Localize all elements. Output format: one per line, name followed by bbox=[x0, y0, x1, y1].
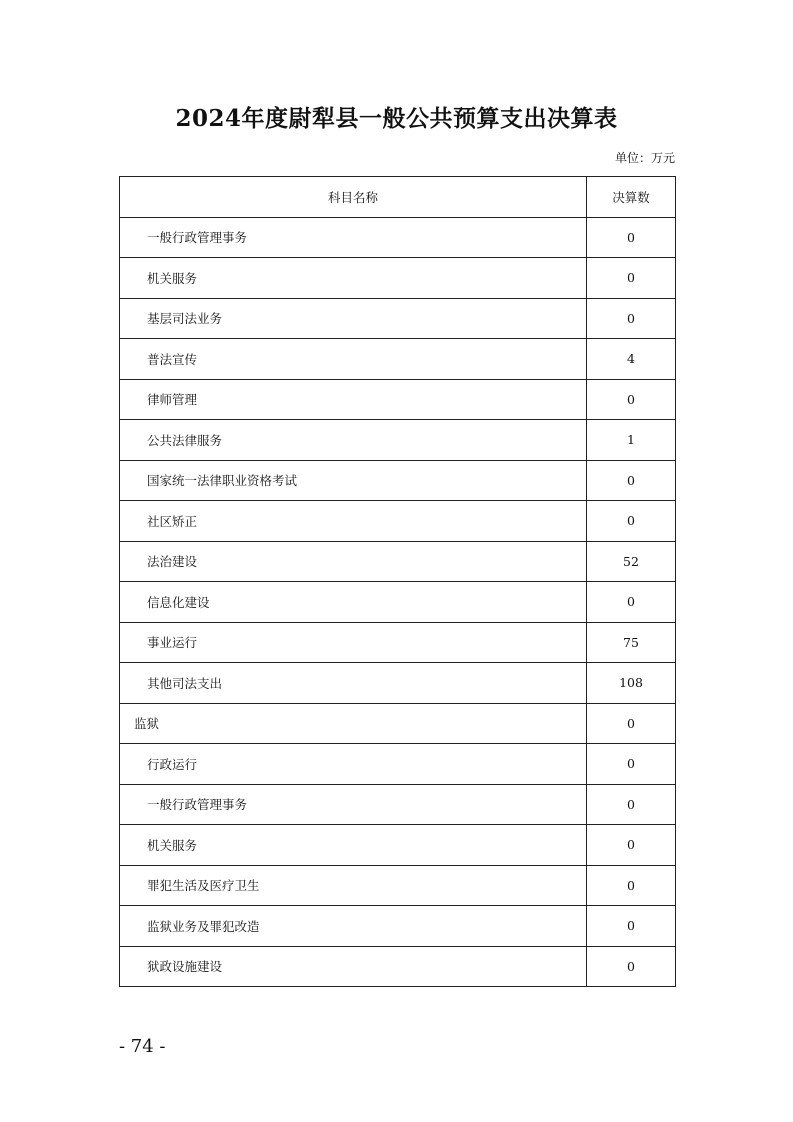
table-row bbox=[120, 339, 676, 380]
amount-cell: 0 bbox=[587, 460, 676, 501]
table-row bbox=[120, 460, 676, 501]
amount-cell: 75 bbox=[587, 622, 676, 663]
amount-cell: 0 bbox=[587, 258, 676, 299]
table-row bbox=[120, 744, 676, 785]
unit-label: 单位：万元 bbox=[614, 151, 675, 165]
subject-name-cell: 机关服务 bbox=[120, 258, 587, 299]
subject-name-cell: 罪犯生活及医疗卫生 bbox=[120, 865, 587, 906]
amount-cell: 0 bbox=[587, 501, 676, 542]
amount-cell: 0 bbox=[587, 906, 676, 947]
amount-cell: 0 bbox=[587, 298, 676, 339]
amount-cell: 0 bbox=[587, 825, 676, 866]
table-row bbox=[120, 946, 676, 987]
subject-name-cell: 行政运行 bbox=[120, 744, 587, 785]
amount-cell: 0 bbox=[587, 217, 676, 258]
table-row bbox=[120, 825, 676, 866]
table-row bbox=[120, 865, 676, 906]
amount-cell: 0 bbox=[587, 582, 676, 623]
amount-cell: 0 bbox=[587, 946, 676, 987]
subject-name-cell: 基层司法业务 bbox=[120, 298, 587, 339]
table-row bbox=[120, 622, 676, 663]
subject-name-cell: 监狱业务及罪犯改造 bbox=[120, 906, 587, 947]
amount-cell: 108 bbox=[587, 663, 676, 704]
subject-name-cell: 国家统一法律职业资格考试 bbox=[120, 460, 587, 501]
subject-name-cell: 事业运行 bbox=[120, 622, 587, 663]
table-row bbox=[120, 298, 676, 339]
table-row bbox=[120, 420, 676, 461]
amount-cell: 1 bbox=[587, 420, 676, 461]
table-row bbox=[120, 541, 676, 582]
amount-cell: 4 bbox=[587, 339, 676, 380]
subject-name-cell: 信息化建设 bbox=[120, 582, 587, 623]
table-row bbox=[120, 379, 676, 420]
table-row bbox=[120, 217, 676, 258]
table-row bbox=[120, 784, 676, 825]
subject-name-cell: 一般行政管理事务 bbox=[120, 784, 587, 825]
subject-name-cell: 机关服务 bbox=[120, 825, 587, 866]
subject-name-cell: 普法宣传 bbox=[120, 339, 587, 380]
subject-name-cell: 其他司法支出 bbox=[120, 663, 587, 704]
subject-name-cell: 一般行政管理事务 bbox=[120, 217, 587, 258]
table-header-row bbox=[120, 177, 676, 218]
table-row bbox=[120, 258, 676, 299]
table-row bbox=[120, 906, 676, 947]
table-row bbox=[120, 703, 676, 744]
subject-name-cell: 社区矫正 bbox=[120, 501, 587, 542]
amount-cell: 0 bbox=[587, 379, 676, 420]
amount-cell: 0 bbox=[587, 703, 676, 744]
column-header-subject: 科目名称 bbox=[120, 177, 587, 218]
budget-table bbox=[119, 176, 676, 987]
subject-name-cell: 法治建设 bbox=[120, 541, 587, 582]
table-row bbox=[120, 582, 676, 623]
column-header-amount: 决算数 bbox=[587, 177, 676, 218]
amount-cell: 0 bbox=[587, 744, 676, 785]
table-row bbox=[120, 663, 676, 704]
subject-name-cell: 公共法律服务 bbox=[120, 420, 587, 461]
page-number: - 74 - bbox=[119, 1036, 166, 1057]
subject-name-cell: 律师管理 bbox=[120, 379, 587, 420]
subject-name-cell: 监狱 bbox=[120, 703, 587, 744]
amount-cell: 52 bbox=[587, 541, 676, 582]
table-row bbox=[120, 501, 676, 542]
page-title: 2024年度尉犁县一般公共预算支出决算表 bbox=[175, 105, 618, 132]
amount-cell: 0 bbox=[587, 865, 676, 906]
amount-cell: 0 bbox=[587, 784, 676, 825]
subject-name-cell: 狱政设施建设 bbox=[120, 946, 587, 987]
